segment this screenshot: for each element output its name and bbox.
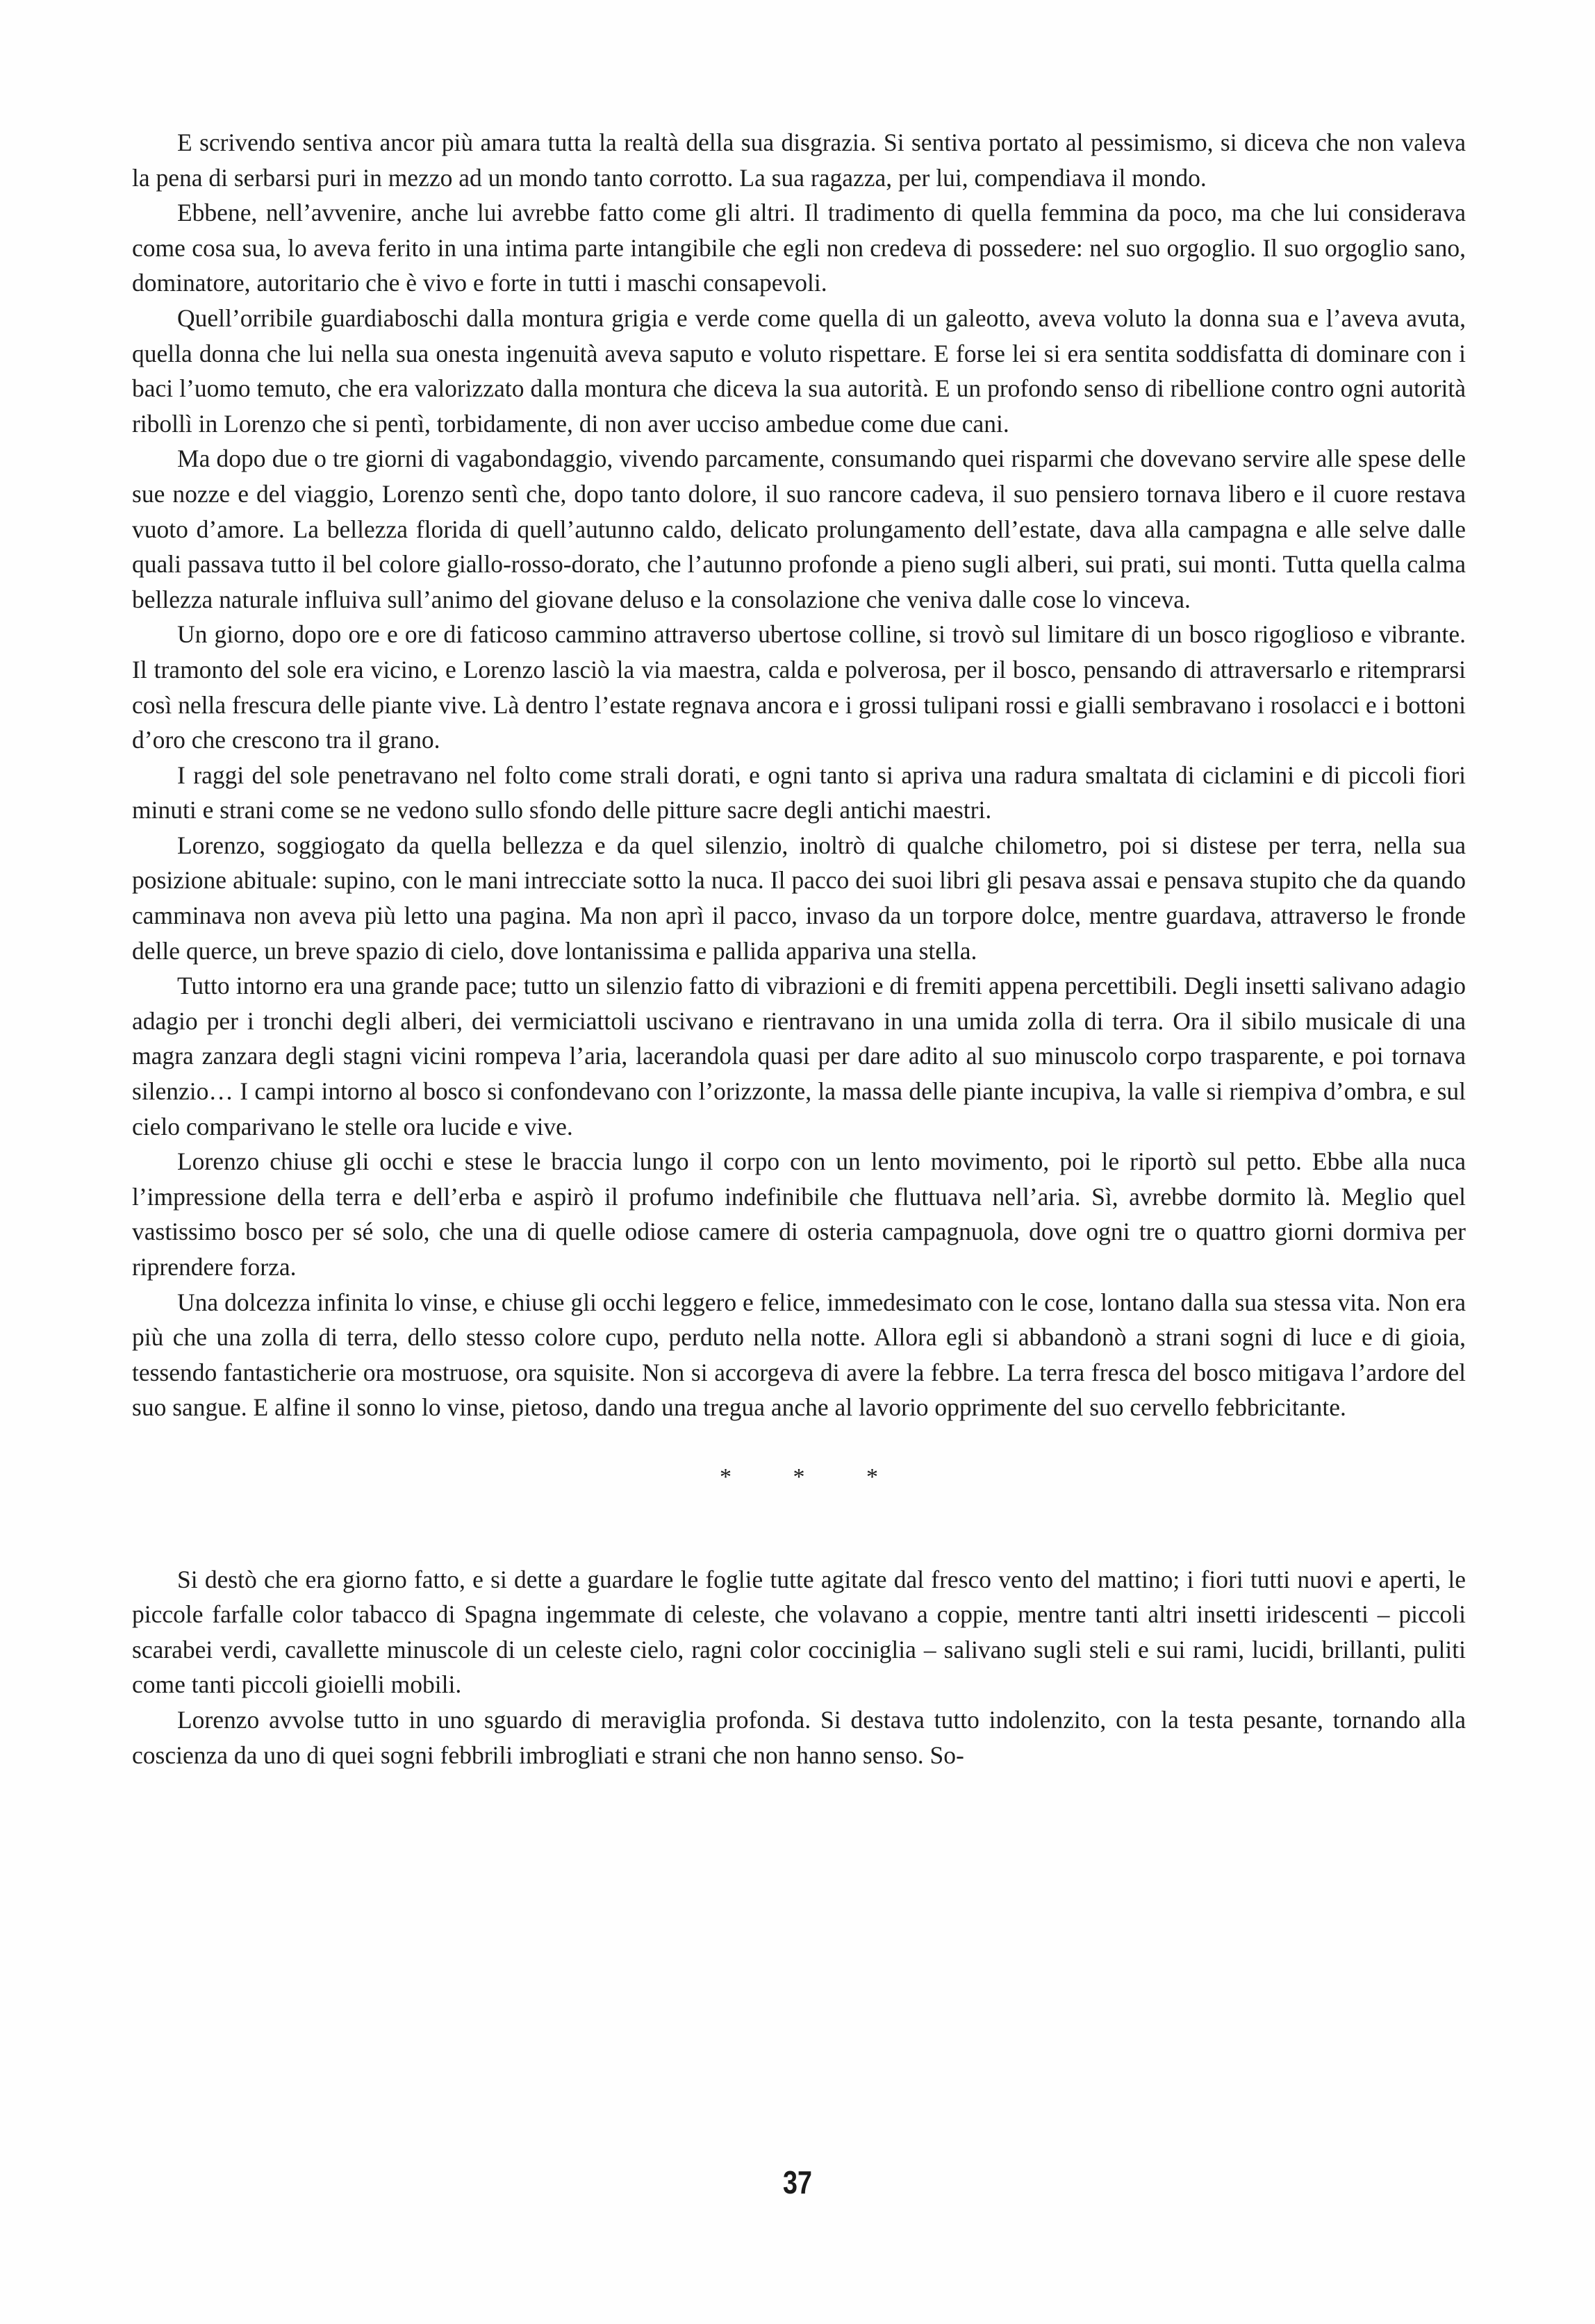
page-text bbox=[132, 125, 1466, 1773]
paragraph: I raggi del sole penetravano nel folto come strali dorati, e ogni tanto si apriva una radura smaltata di ciclamini e di piccoli fiori minuti e strani come se ne vedono sullo sfondo delle pitture sacre degli antichi maestri. bbox=[132, 761, 1466, 824]
paragraph: Lorenzo chiuse gli occhi e stese le braccia lungo il corpo con un lento movimento, poi le riportò sul petto. Ebbe alla nuca l’impressione della terra e dell’erba e aspirò il profumo indefinibile che fluttuava nell’aria. Sì, avrebbe dormito là. Meglio quel vastissimo bosco per sé solo, che una di quelle odiose camere di osteria campagnuola, dove ogni tre o quattro giorni dormiva per riprendere forza. bbox=[132, 1147, 1466, 1281]
paragraph: Ebbene, nell’avvenire, anche lui avrebbe fatto come gli altri. Il tradimento di quella femmina da poco, ma che lui considerava come cosa sua, lo aveva ferito in una intima parte intangibile che egli non credeva di possedere: nel suo orgoglio. Il suo orgoglio sano, dominatore, autoritario che è vivo e forte in tutti i maschi consapevoli. bbox=[132, 199, 1466, 297]
paragraph: Lorenzo avvolse tutto in uno sguardo di meraviglia profonda. Si destava tutto indolenzito, con la testa pesante, tornando alla coscienza da uno di quei sogni febbrili imbrogliati e strani che non hanno senso. So- bbox=[132, 1705, 1466, 1769]
paragraph: Quell’orribile guardiaboschi dalla montura grigia e verde come quella di un galeotto, aveva voluto la donna sua e l’aveva avuta, quella donna che lui nella sua onesta ingenuità aveva saputo e voluto rispettare. E forse lei si era sentita soddisfatta di dominare con i baci l’uomo temuto, che era valorizzato dalla montura che diceva la sua autorità. E un profondo senso di ribellione contro ogni autorità ribollì in Lorenzo che si pentì, torbidamente, di non aver ucciso ambedue come due cani. bbox=[132, 304, 1466, 438]
paragraph: Lorenzo, soggiogato da quella bellezza e da quel silenzio, inoltrò di qualche chilometro, poi si distese per terra, nella sua posizione abituale: supino, con le mani intrecciate sotto la nuca. Il pacco dei suoi libri gli pesava assai e pensava stupito che da quando camminava non aveva più letto una pagina. Ma non aprì il pacco, invaso da un torpore dolce, mentre guardava, attraverso le fronde delle querce, un breve spazio di cielo, dove lontanissima e pallida appariva una stella. bbox=[132, 831, 1466, 965]
paragraph: Tutto intorno era una grande pace; tutto un silenzio fatto di vibrazioni e di fremiti appena percettibili. Degli insetti salivano adagio adagio per i tronchi degli alberi, dei vermiciattoli uscivano e rientravano in una umida zolla di terra. Ora il sibilo musicale di una magra zanzara degli stagni vicini rompeva l’aria, lacerandola quasi per dare adito al suo minuscolo corpo trasparente, e poi tornava silenzio… I campi intorno al bosco si confondevano con l’orizzonte, la massa delle piante incupiva, la valle si riempiva d’ombra, e sul cielo comparivano le stelle ora lucide e vive. bbox=[132, 972, 1466, 1140]
paragraph: Ma dopo due o tre giorni di vagabondaggio, vivendo parcamente, consumando quei risparmi che dovevano servire alle spese delle sue nozze e del viaggio, Lorenzo sentì che, dopo tanto dolore, il suo rancore cadeva, il suo pensiero tornava libero e il cuore restava vuoto d’amore. La bellezza florida di quell’autunno caldo, delicato prolungamento dell’estate, dava alla campagna e alle selve dalle quali passava tutto il bel colore giallo-rosso-dorato, che l’autunno profonde a pieno sugli alberi, sui prati, sui monti. Tutta quella calma bellezza naturale influiva sull’animo del giovane deluso e la consolazione che veniva dalle cose lo vinceva. bbox=[132, 445, 1466, 613]
page-number: 37 bbox=[783, 2164, 812, 2200]
paragraph: Si destò che era giorno fatto, e si dette a guardare le foglie tutte agitate dal fresco vento del mattino; i fiori tutti nuovi e aperti, le piccole farfalle color tabacco di Spagna ingemmate di celeste, che volavano a coppie, mentre tanti altri insetti iridescenti – piccoli scarabei verdi, cavallette minuscole di un celeste cielo, ragni color cocciniglia – salivano sugli steli e sui rami, lucidi, brillanti, puliti come tanti piccoli gioielli mobili. bbox=[132, 1565, 1466, 1699]
paragraph: E scrivendo sentiva ancor più amara tutta la realtà della sua disgrazia. Si sentiva portato al pessimismo, si diceva che non valeva la pena di serbarsi puri in mezzo ad un mondo tanto corrotto. La sua ragazza, per lui, compendiava il mondo. bbox=[132, 128, 1466, 192]
section-separator: * * * bbox=[720, 1463, 906, 1490]
paragraph: Un giorno, dopo ore e ore di faticoso cammino attraverso ubertose colline, si trovò sul limitare di un bosco rigoglioso e vibrante. Il tramonto del sole era vicino, e Lorenzo lasciò la via maestra, calda e polverosa, per il bosco, pensando di attraversarlo e ritemprarsi così nella frescura delle piante vive. Là dentro l’estate regnava ancora e i grossi tulipani rossi e gialli sembravano i rosolacci e i bottoni d’oro che crescono tra il grano. bbox=[132, 620, 1466, 754]
paragraph: Una dolcezza infinita lo vinse, e chiuse gli occhi leggero e felice, immedesimato con le cose, lontano dalla sua stessa vita. Non era più che una zolla di terra, dello stesso colore cupo, perduto nella notte. Allora egli si abbandonò a strani sogni di luce e di gioia, tessendo fantasticherie ora mostruose, ora squisite. Non si accorgeva di avere la febbre. La terra fresca del bosco mitigava l’ardore del suo sangue. E alfine il sonno lo vinse, pietoso, dando una tregua anche al lavorio opprimente del suo cervello febbricitante. bbox=[132, 1288, 1466, 1422]
